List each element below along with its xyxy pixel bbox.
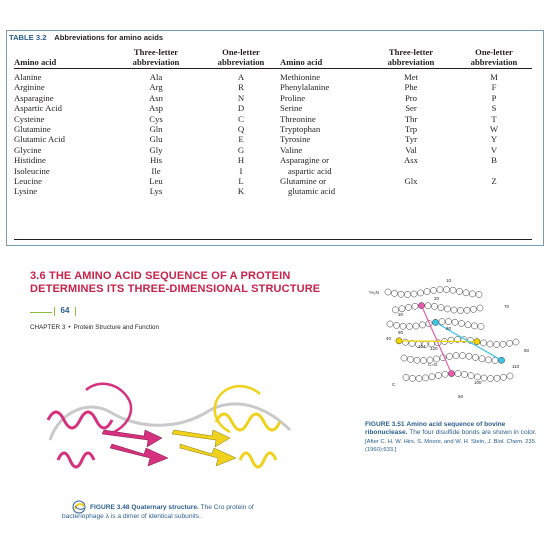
residue-bead	[435, 372, 441, 378]
table-caption	[6, 31, 542, 45]
table-row	[14, 93, 532, 103]
residue-bead	[430, 287, 436, 293]
table-body	[14, 69, 532, 197]
table-bottom-rule	[14, 239, 532, 240]
ribbon-backbone-gray	[50, 404, 290, 440]
table-cell: Tyr	[405, 134, 417, 145]
table-cell: Pro	[404, 92, 418, 103]
table-row	[14, 134, 532, 144]
residue-bead	[457, 307, 463, 313]
residue-bead	[391, 290, 397, 296]
residue-bead	[413, 323, 419, 329]
table-row	[14, 176, 532, 186]
residue-bead	[443, 286, 449, 292]
residue-bead	[463, 290, 469, 296]
table-cell: K	[237, 186, 245, 197]
residue-number: 10	[446, 278, 452, 283]
table-cell: Z	[491, 176, 497, 187]
residue-bead	[487, 375, 493, 381]
residue-bead	[444, 306, 450, 312]
table-cell: Trp	[404, 124, 418, 135]
table-cell: Arginine	[14, 82, 45, 93]
table-title: Abbreviations for amino acids	[54, 33, 164, 42]
table-cell: Asp	[149, 103, 163, 114]
table-cell: S	[491, 103, 497, 114]
table-cell	[456, 186, 532, 196]
table-row	[14, 114, 532, 124]
residue-bead	[385, 289, 391, 295]
residue-number: 100	[474, 380, 482, 385]
residue-bead	[468, 373, 474, 379]
table-cell: Met	[404, 72, 418, 82]
residue-number: 80	[446, 326, 452, 331]
figure-3-48-label: FIGURE 3.48	[90, 504, 130, 511]
residue-bead	[480, 340, 486, 346]
table-cell: Threonine	[280, 113, 316, 124]
residue-bead	[470, 306, 476, 312]
residue-bead	[409, 375, 415, 381]
residue-bead	[481, 375, 487, 381]
table-cell: F	[491, 82, 497, 93]
table-cell: Glx	[404, 176, 418, 187]
residue-bead	[387, 321, 393, 327]
table-cell: Aspartic Acid	[14, 103, 63, 114]
table-cell: Methionine	[280, 72, 321, 82]
table-row	[14, 145, 532, 155]
residue-bead	[448, 337, 454, 343]
residue-bead	[507, 373, 513, 379]
residue-bead	[500, 374, 506, 380]
residue-bead	[424, 289, 430, 295]
table-cell: B	[491, 155, 497, 166]
residue-bead	[494, 375, 500, 381]
helix-b1	[216, 414, 280, 430]
col-header-three-letter: Three-letter abbreviation	[110, 48, 202, 69]
table-row	[14, 186, 532, 196]
table-cell: L	[238, 176, 244, 187]
residue-bead	[402, 339, 408, 345]
residue-number: 40	[386, 336, 392, 341]
sheet-a2	[102, 430, 162, 447]
running-head-separator: •	[68, 324, 71, 331]
table-cell: D	[237, 103, 245, 114]
table-cell: C	[238, 113, 244, 124]
figure-3-51-label: FIGURE 3.51	[365, 421, 405, 428]
table-cell: Cys	[149, 113, 163, 124]
table-cell: Y	[490, 134, 498, 145]
ribonuclease-sequence-diagram	[334, 268, 548, 418]
residue-bead	[416, 375, 422, 381]
residue-bead	[493, 341, 499, 347]
residue-bead	[476, 291, 482, 297]
residue-bead	[500, 341, 506, 347]
chapter-title: Protein Structure and Function	[73, 324, 159, 331]
col-header-one-letter-2: One-letter abbreviation	[456, 48, 532, 69]
table-cell	[456, 166, 532, 176]
residue-bead	[439, 319, 445, 325]
residue-bead	[513, 339, 519, 345]
residue-number: 60	[524, 348, 530, 353]
table-cell: Gly	[149, 144, 163, 155]
table-cell: Asn	[149, 92, 163, 103]
table-cell: H	[237, 155, 245, 166]
table-cell	[366, 166, 456, 176]
residue-bead	[455, 371, 461, 377]
residue-bead	[478, 323, 484, 329]
residue-bead	[456, 288, 462, 294]
table-cell: Alanine	[14, 72, 42, 82]
residue-number: 50	[458, 394, 464, 399]
residue-bead	[414, 357, 420, 363]
residue-bead	[417, 290, 423, 296]
table-cell: Q	[237, 124, 245, 135]
table-cell: R	[238, 82, 244, 93]
table-row	[14, 82, 532, 92]
residue-bead	[485, 357, 491, 363]
residue-bead	[506, 340, 512, 346]
residue-bead	[404, 291, 410, 297]
section-heading-line1: 3.6 THE AMINO ACID SEQUENCE OF A PROTEIN	[30, 270, 291, 282]
table-cell: Asx	[404, 155, 418, 166]
residue-bead	[465, 322, 471, 328]
residue-bead	[479, 356, 485, 362]
chapter-label: CHAPTER 3	[30, 324, 66, 331]
table-cell: Ser	[405, 103, 417, 114]
table-cell: Ala	[149, 72, 163, 82]
table-cell: G	[237, 144, 245, 155]
table-cell: Tyrosine	[280, 134, 311, 145]
table-cell: glutamic acid	[288, 186, 336, 197]
figure-3-51-title: Amino acid sequence of bovine ribonuclease.	[365, 421, 506, 437]
figure-3-51-reference: [After C. H. W. Hirs, S. Moore, and W. H. Stein, J. Biol. Chem. 235 (1960):633.]	[365, 438, 535, 454]
residue-bead	[437, 287, 443, 293]
residue-bead	[461, 371, 467, 377]
page-number-rule	[30, 312, 52, 313]
col-header-one-letter: One-letter abbreviation	[202, 48, 280, 69]
figure-3-48-text: The Cro protein of bacteriophage λ is a dimer of identical subunits.	[62, 504, 254, 520]
cro-dimer-ribbon-figure	[30, 350, 310, 495]
sheet-b1	[180, 444, 236, 466]
table-cell: Glutamine or	[280, 176, 327, 187]
table-cell: His	[149, 155, 163, 166]
residue-bead	[458, 320, 464, 326]
residue-bead	[400, 323, 406, 329]
table-cell: A	[237, 72, 245, 82]
table-cell: Lysine	[14, 186, 38, 197]
table-cell: Histidine	[14, 155, 46, 166]
figure-3-51-caption	[365, 421, 543, 455]
table-cell: Asparagine or	[280, 155, 329, 166]
figure-3-48-caption	[62, 504, 294, 521]
residue-bead	[420, 357, 426, 363]
table-cell: W	[489, 124, 499, 135]
residue-bead	[419, 322, 425, 328]
residue-bead	[412, 303, 418, 309]
residue-bead	[446, 353, 452, 359]
residue-bead	[451, 307, 457, 313]
residue-bead	[472, 354, 478, 360]
residue-number: 110	[512, 364, 520, 369]
table-cell: M	[490, 72, 498, 82]
col-header-amino-acid-2: Amino acid	[280, 48, 366, 69]
table-cell: Serine	[280, 103, 303, 114]
page-number: 64	[54, 304, 76, 318]
subunit-b	[172, 386, 280, 467]
table-row	[14, 124, 532, 134]
residue-bead	[411, 291, 417, 297]
table-cell: Arg	[149, 82, 163, 93]
residue-bead	[459, 352, 465, 358]
residue-bead	[403, 374, 409, 380]
residue-bead	[393, 322, 399, 328]
col-header-three-letter-2: Three-letter abbreviation	[366, 48, 456, 69]
table-cell: I	[239, 165, 243, 176]
table-cell: Phenylalanine	[280, 82, 330, 93]
residue-bead	[438, 305, 444, 311]
table-cell: Tryptophan	[280, 124, 321, 135]
table-cell: V	[490, 144, 498, 155]
table-cell: Cysteine	[14, 113, 45, 124]
col-header-amino-acid: Amino acid	[14, 48, 110, 69]
table-cell: Asparagine	[14, 92, 54, 103]
figure-3-48-title: Quaternary structure.	[131, 504, 199, 511]
residue-bead	[471, 323, 477, 329]
residue-number: 30	[398, 312, 404, 317]
residue-bead	[405, 304, 411, 310]
residue-bead	[453, 353, 459, 359]
residue-bead	[442, 371, 448, 377]
residue-bead	[407, 356, 413, 362]
residue-bead	[399, 306, 405, 312]
residue-bead	[445, 318, 451, 324]
table-cell: Ile	[151, 165, 161, 176]
residue-number: 20	[434, 296, 440, 301]
table-cell: Glycine	[14, 144, 42, 155]
table-cell: Val	[405, 144, 417, 155]
table-cell: Leu	[149, 176, 163, 187]
table-cell: aspartic acid	[288, 165, 332, 176]
figure-3-51-text: The four disulfide bonds are shown in color.	[409, 429, 537, 437]
table-cell: Leucine	[14, 176, 42, 187]
table-cell: Proline	[280, 92, 306, 103]
sheet-a1	[110, 444, 168, 466]
residue-bead	[406, 323, 412, 329]
residue-bead	[450, 287, 456, 293]
helix-b2	[240, 453, 276, 467]
table-number: TABLE 3.2	[9, 33, 47, 42]
table-row	[14, 103, 532, 113]
table-cell: Isoleucine	[14, 165, 50, 176]
table-cell: P	[491, 92, 497, 103]
n-terminus-label: ⁺H₃N	[368, 290, 379, 295]
disulfide-bond	[399, 341, 477, 342]
table-cell: Lys	[149, 186, 163, 197]
residue-number: 90	[398, 330, 404, 335]
residue-bead	[431, 303, 437, 309]
table-cell	[366, 186, 456, 196]
loop-b	[215, 386, 260, 432]
carbonyl-label: C=O	[428, 362, 438, 367]
table-cell: Gln	[149, 124, 163, 135]
table-header-row	[14, 48, 532, 69]
residue-number: 120	[430, 346, 438, 351]
residue-bead	[452, 319, 458, 325]
residue-bead	[422, 375, 428, 381]
abbreviation-table	[14, 48, 532, 197]
residue-bead	[401, 355, 407, 361]
table-cell: N	[237, 92, 245, 103]
residue-bead	[398, 291, 404, 297]
table-cell: Glutamic Acid	[14, 134, 65, 145]
residue-bead	[429, 374, 435, 380]
table-cell: Valine	[280, 144, 303, 155]
table-row	[14, 69, 532, 83]
table-cell: T	[491, 113, 497, 124]
residue-bead	[477, 305, 483, 311]
residue-chain	[385, 286, 519, 381]
table-row	[14, 155, 532, 165]
table-cell: Thr	[404, 113, 418, 124]
residue-bead	[464, 307, 470, 313]
running-head	[30, 324, 159, 331]
section-heading-line2: DETERMINES ITS THREE-DIMENSIONAL STRUCTURE	[30, 282, 321, 295]
residue-bead	[469, 291, 475, 297]
residue-bead	[448, 370, 454, 376]
table-row	[14, 166, 532, 176]
table-cell: E	[238, 134, 244, 145]
table-cell: Glu	[149, 134, 163, 145]
c-terminus-label: C	[392, 382, 396, 387]
section-heading	[30, 270, 360, 295]
residue-bead	[498, 357, 504, 363]
residue-bead	[466, 353, 472, 359]
residue-bead	[487, 341, 493, 347]
residue-number: 70	[504, 304, 510, 309]
table-cell: Glutamine	[14, 124, 51, 135]
table-cell: Phe	[404, 82, 418, 93]
residue-bead	[425, 303, 431, 309]
helix-a2	[58, 453, 94, 467]
residue-number: 124	[418, 344, 426, 349]
